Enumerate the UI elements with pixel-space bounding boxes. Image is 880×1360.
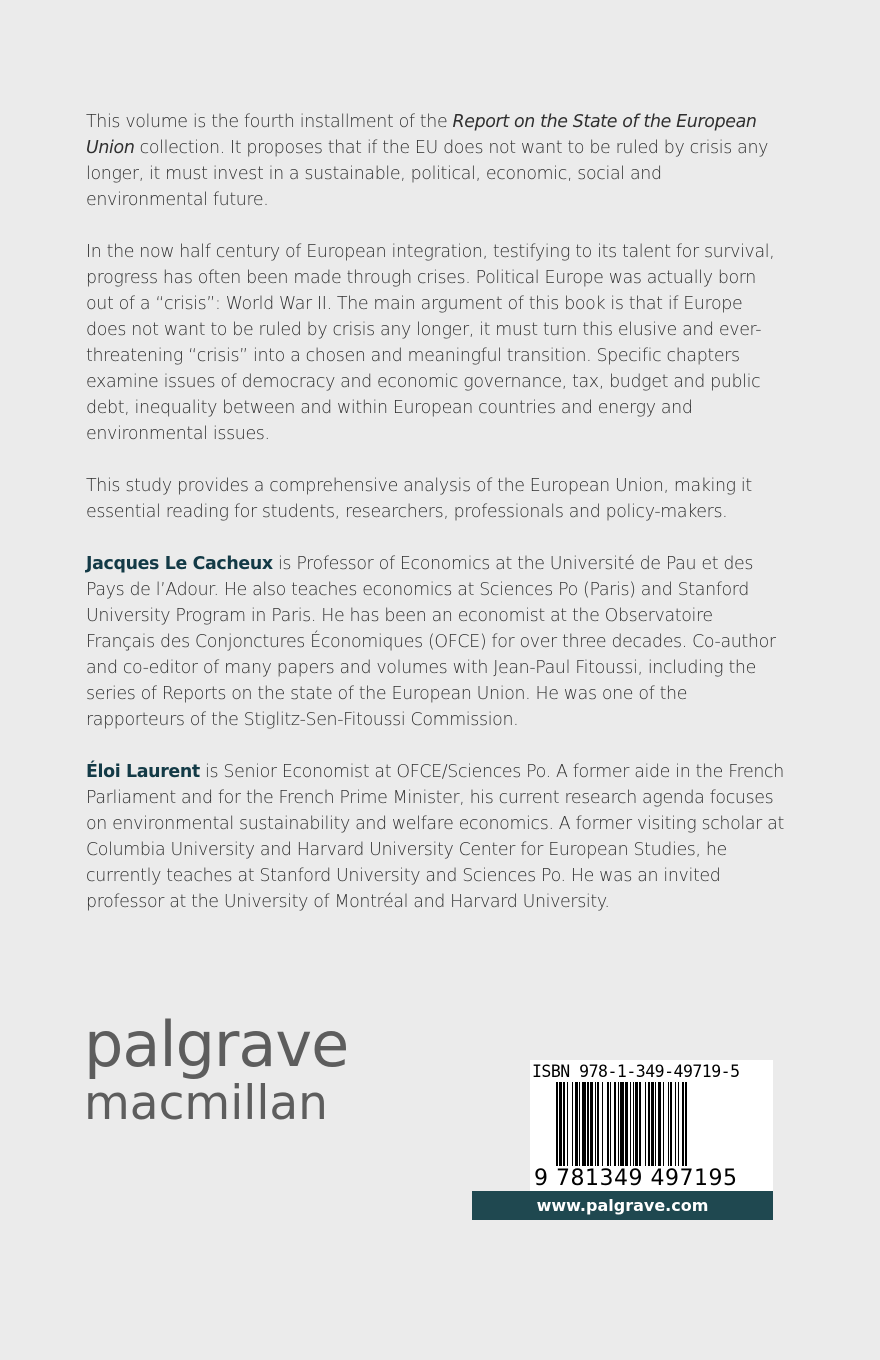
barcode-bar bbox=[579, 1082, 580, 1178]
barcode-bar bbox=[670, 1082, 672, 1178]
intro-text-end: collection. It proposes that if the EU does not want to be ruled by crisis any longer, it must invest in a sustainable, political, economic, social and environmental future. bbox=[86, 138, 769, 210]
series-title: Report on the State of the European Union bbox=[86, 112, 757, 158]
intro-paragraph bbox=[86, 109, 786, 213]
barcode-bar bbox=[559, 1082, 562, 1178]
author-bio-text-1: is Professor of Economics at the Université de Pau et des Pays de l’Adour. He also teaches economics at Sciences Po (Paris) and Stanford University Program in Paris. He has been an economist at the Observatoire Français des Conjonctures Économiques (OFCE) for over three decades. Co-author and co-editor of many papers and volumes with Jean-Paul Fitoussi, including the series of Reports on the state of the European Union. He was one of the rapporteurs of the Stiglitz-Sen-Fitoussi Commission. bbox=[86, 554, 776, 730]
barcode-bar bbox=[556, 1082, 558, 1178]
isbn-barcode-block bbox=[530, 1060, 773, 1191]
barcode-bar bbox=[651, 1082, 654, 1178]
barcode-bar bbox=[655, 1082, 656, 1178]
argument-paragraph: In the now half century of European integration, testifying to its talent for survival, progress has often been made through crises. Political Europe was actually born out of a “crisis”: World War II. The main argument of this book is that if Europe does not want to be ruled by crisis any longer, it must turn this elusive and ever-threatening “crisis” into a chosen and meaningful transition. Specific chapters examine issues of democracy and economic governance, tax, budget and public debt, inequality between and within European countries and energy and environmental issues. bbox=[86, 242, 775, 444]
barcode-bar bbox=[567, 1082, 568, 1178]
barcode-bar bbox=[663, 1082, 664, 1178]
barcode-bar bbox=[630, 1082, 631, 1178]
author-bio-text-2: is Senior Economist at OFCE/Sciences Po. A former aide in the French Parliament and for the French Prime Minister, his current research agenda focuses on environmental sustainability and welfare economics. A former visiting scholar at Columbia University and Harvard University Center for European Studies, he currently teaches at Stanford University and Sciences Po. He was an invited professor at the University of Montréal and Harvard University. bbox=[86, 762, 784, 912]
barcode-bar bbox=[639, 1082, 641, 1178]
barcode-bar bbox=[590, 1082, 593, 1178]
barcode-bar bbox=[572, 1082, 573, 1178]
barcode-bar bbox=[633, 1082, 634, 1178]
author-bio-1 bbox=[86, 551, 786, 733]
isbn-digits: 9 781349 497195 bbox=[534, 1166, 738, 1191]
barcode-bar bbox=[635, 1082, 638, 1178]
barcode-bar bbox=[614, 1082, 616, 1178]
barcode-bar bbox=[610, 1082, 611, 1178]
barcode-bar bbox=[582, 1082, 586, 1178]
barcode-bar bbox=[675, 1082, 676, 1178]
intro-text-start: This volume is the fourth installment of the bbox=[86, 112, 453, 132]
barcode-graphic bbox=[530, 1082, 773, 1178]
barcode-bar bbox=[625, 1082, 628, 1178]
audience-paragraph: This study provides a comprehensive analysis of the European Union, making it essential reading for students, researchers, professionals and policy-makers. bbox=[86, 476, 752, 522]
barcode-bar bbox=[595, 1082, 596, 1178]
barcode-bar bbox=[678, 1082, 679, 1178]
back-cover-blurb bbox=[86, 109, 786, 941]
author-name-2: Éloi Laurent bbox=[86, 762, 200, 782]
logo-line-palgrave: palgrave bbox=[84, 1008, 349, 1081]
barcode-bar bbox=[658, 1082, 661, 1178]
barcode-bar bbox=[563, 1082, 565, 1178]
author-bio-2 bbox=[86, 759, 786, 915]
author-name-1: Jacques Le Cacheux bbox=[86, 554, 273, 574]
barcode-bar bbox=[597, 1082, 599, 1178]
barcode-bar bbox=[645, 1082, 646, 1178]
barcode-bar bbox=[682, 1082, 684, 1178]
barcode-bar bbox=[575, 1082, 578, 1178]
logo-line-macmillan: macmillan bbox=[84, 1076, 328, 1131]
website-bar bbox=[472, 1191, 773, 1220]
barcode-bar bbox=[648, 1082, 650, 1178]
barcode-bar bbox=[620, 1082, 624, 1178]
barcode-bar bbox=[618, 1082, 619, 1178]
barcode-bar bbox=[602, 1082, 603, 1178]
barcode-bar bbox=[607, 1082, 609, 1178]
barcode-bar bbox=[668, 1082, 669, 1178]
publisher-logo bbox=[84, 1008, 349, 1131]
isbn-label: ISBN 978-1-349-49719-5 bbox=[532, 1062, 740, 1081]
barcode-bar bbox=[685, 1082, 687, 1178]
barcode-bar bbox=[587, 1082, 589, 1178]
website-url: www.palgrave.com bbox=[536, 1196, 709, 1215]
